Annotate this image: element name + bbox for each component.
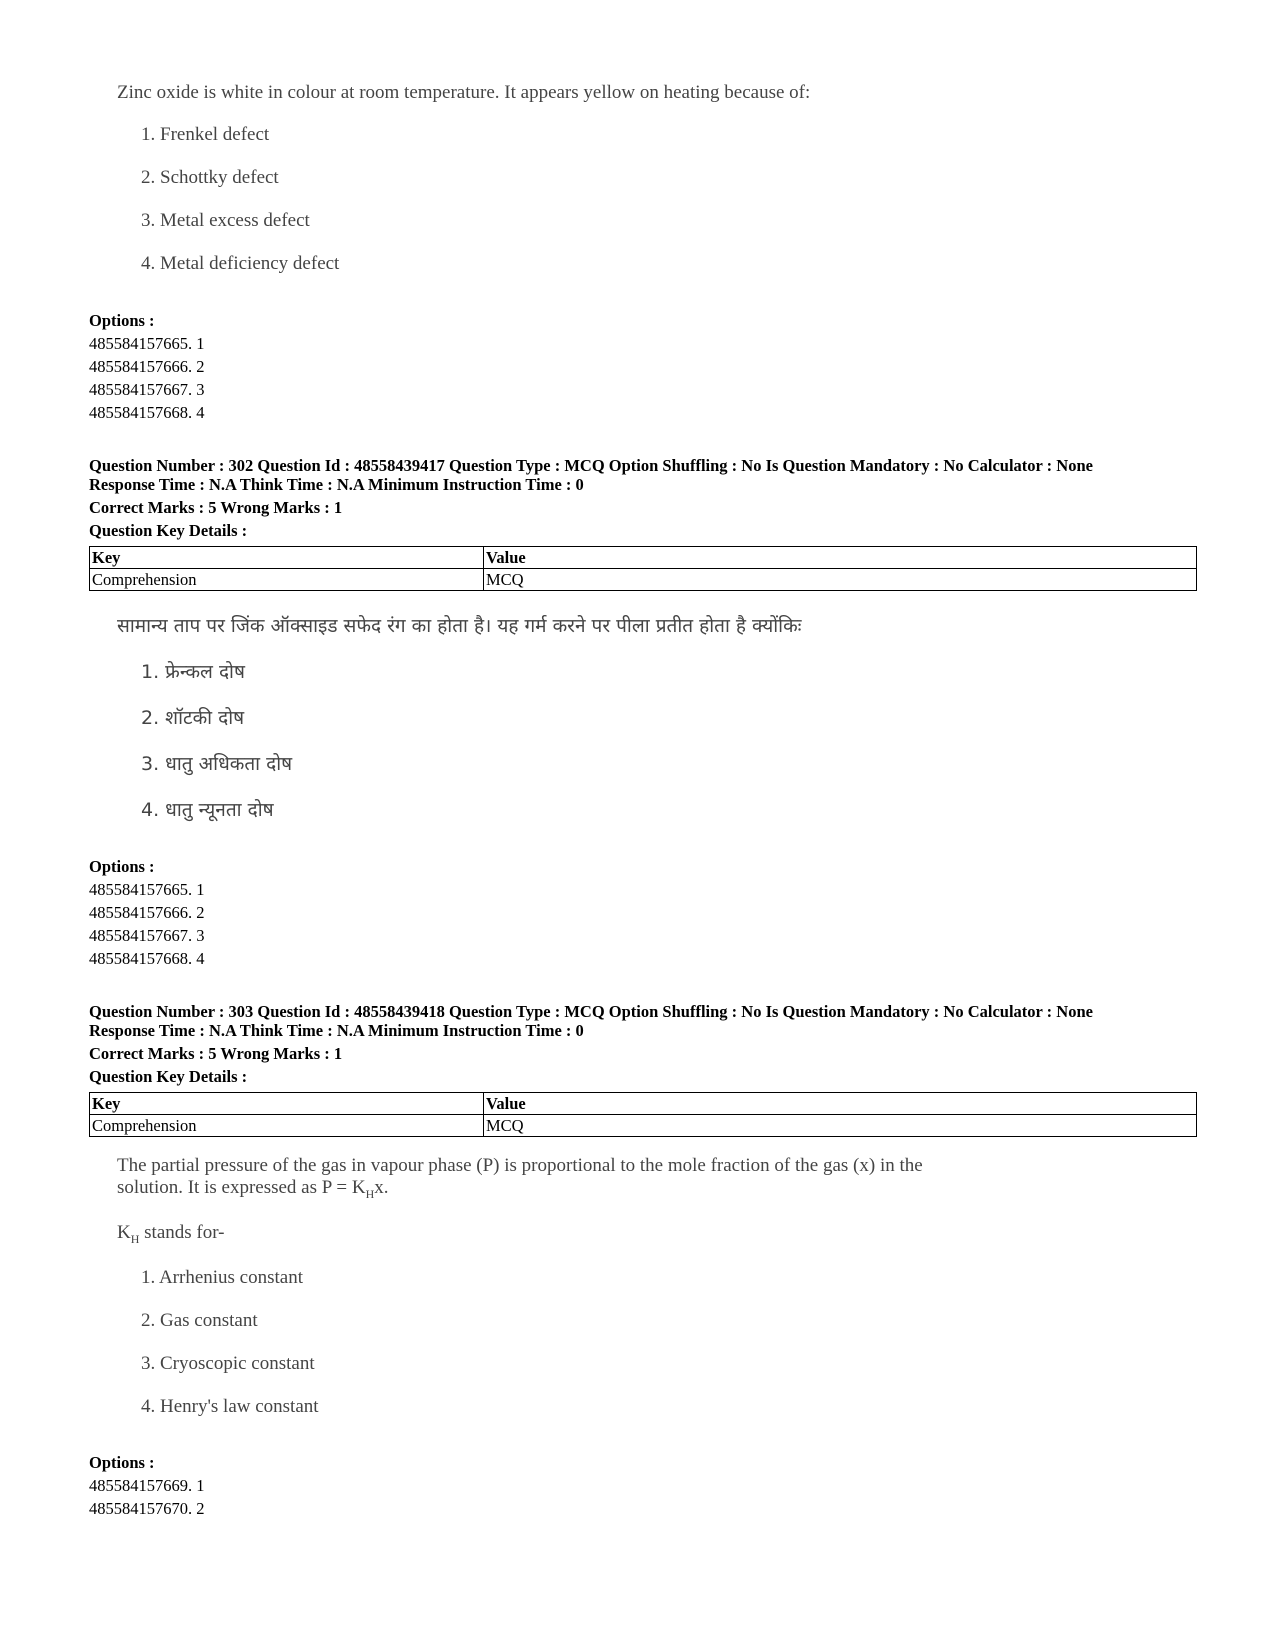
option-line: 485584157667. 3 [89,926,205,945]
question-timing: Response Time : N.A Think Time : N.A Minimum Instruction Time : 0 [89,1021,584,1040]
table-header-key: Key [90,1093,484,1115]
table-cell-key: Comprehension [90,569,484,591]
table-header-value: Value [484,547,1197,569]
options-label: Options : [89,311,155,330]
key-details-table [89,1092,1197,1137]
choice-item: 3. Cryoscopic constant [141,1353,315,1374]
choice-item: 1. फ्रेन्कल दोष [141,661,245,683]
table-row [90,1115,1197,1137]
stem-text: solution. It is expressed as P = K [117,1177,366,1198]
question-303-image [117,1155,923,1417]
question-marks: Correct Marks : 5 Wrong Marks : 1 [89,1044,343,1063]
stem-subscript: H [365,1186,375,1201]
question-301-image [117,82,811,274]
kh-text: stands for- [139,1222,225,1243]
option-line: 485584157669. 1 [89,1476,205,1495]
option-line: 485584157666. 2 [89,357,205,376]
table-row [90,569,1197,591]
question-stem-line: The partial pressure of the gas in vapour phase (P) is proportional to the mole fraction of the gas (x) in the [117,1155,923,1176]
choice-item: 4. Henry's law constant [141,1396,319,1417]
choice-item: 2. शॉटकी दोष [141,707,245,729]
key-details-label: Question Key Details : [89,1067,248,1086]
choice-item: 4. Metal deficiency defect [141,253,340,274]
question-302-image [117,612,802,821]
question-stem-line [117,1177,923,1202]
option-line: 485584157665. 1 [89,880,205,899]
option-line: 485584157666. 2 [89,903,205,922]
table-header-row [90,1093,1197,1115]
question-marks: Correct Marks : 5 Wrong Marks : 1 [89,498,343,517]
options-label: Options : [89,857,155,876]
choice-item: 4. धातु न्यूनता दोष [141,799,274,821]
choice-item: 1. Arrhenius constant [141,1267,304,1288]
table-cell-value: MCQ [484,569,1197,591]
key-details-table [89,546,1197,591]
stem-text: x. [374,1177,389,1198]
table-header-value: Value [484,1093,1197,1115]
table-cell-key: Comprehension [90,1115,484,1137]
choice-item: 2. Gas constant [141,1310,258,1331]
option-line: 485584157667. 3 [89,380,205,399]
choice-item: 3. धातु अधिकता दोष [141,753,293,775]
question-header: Question Number : 302 Question Id : 48558439417 Question Type : MCQ Option Shuffling : No Is Question Mandatory : No Calculator : None [89,456,1093,475]
kh-prompt [117,1222,225,1247]
options-label: Options : [89,1453,155,1472]
option-line: 485584157670. 2 [89,1499,205,1518]
key-details-label: Question Key Details : [89,521,248,540]
table-header-key: Key [90,547,484,569]
question-timing: Response Time : N.A Think Time : N.A Minimum Instruction Time : 0 [89,475,584,494]
choice-item: 3. Metal excess defect [141,210,310,231]
table-cell-value: MCQ [484,1115,1197,1137]
choice-item: 2. Schottky defect [141,167,279,188]
question-stem: Zinc oxide is white in colour at room temperature. It appears yellow on heating because of: [117,82,811,103]
question-header: Question Number : 303 Question Id : 48558439418 Question Type : MCQ Option Shuffling : No Is Question Mandatory : No Calculator : None [89,1002,1093,1021]
kh-subscript: H [130,1231,140,1246]
option-line: 485584157668. 4 [89,403,205,422]
question-stem: सामान्य ताप पर जिंक ऑक्साइड सफेद रंग का होता है। यह गर्म करने पर पीला प्रतीत होता है क्योंकिः [117,615,802,637]
option-line: 485584157668. 4 [89,949,205,968]
kh-symbol: K [117,1222,131,1243]
option-line: 485584157665. 1 [89,334,205,353]
table-header-row [90,547,1197,569]
choice-item: 1. Frenkel defect [141,124,270,145]
